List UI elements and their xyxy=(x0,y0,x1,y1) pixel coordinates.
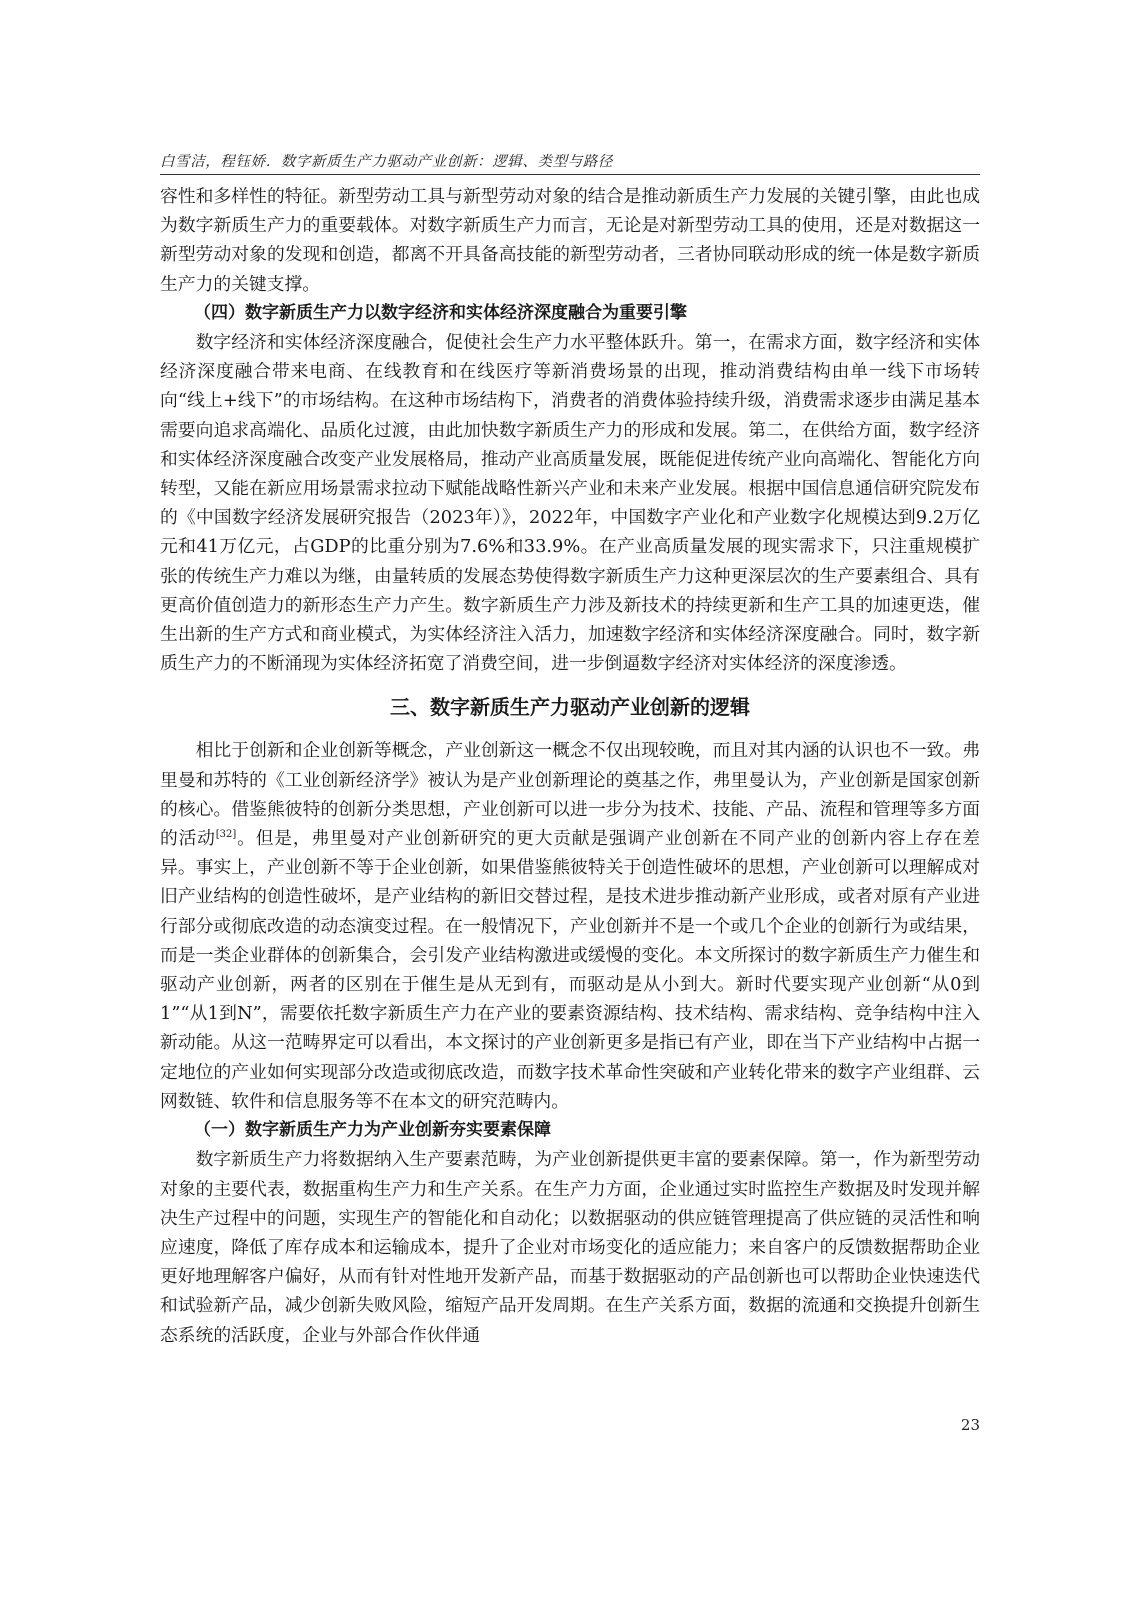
paragraph-continued: 容性和多样性的特征。新型劳动工具与新型劳动对象的结合是推动新质生产力发展的关键引擎，由此也成为数字新质生产力的重要载体。对数字新质生产力而言，无论是对新型劳动工具的使用，还是对数据这一新型劳动对象的发现和创造，都离不开具备高技能的新型劳动者，三者协同联动形成的统一体是数字新质生产力的关键支撑。 xyxy=(160,186,980,295)
section-heading-3: 三、数字新质生产力驱动产业创新的逻辑 xyxy=(390,695,750,720)
article-body xyxy=(160,182,980,1350)
header-divider xyxy=(160,174,980,175)
running-header: 白雪洁，程钰娇．数字新质生产力驱动产业创新：逻辑、类型与路径 xyxy=(160,154,613,170)
paragraph-integration: 数字经济和实体经济深度融合，促使社会生产力水平整体跃升。第一，在需求方面，数字经济和实体经济深度融合带来电商、在线教育和在线医疗等新消费场景的出现，推动消费结构由单一线下市场转向“线上+线下”的市场结构。在这种市场结构下，消费者的消费体验持续升级，消费需求逐步由满足基本需要向追求高端化、品质化过渡，由此加快数字新质生产力的形成和发展。第二，在供给方面，数字经济和实体经济深度融合改变产业发展格局，推动产业高质量发展，既能促进传统产业向高端化、智能化方向转型，又能在新应用场景需求拉动下赋能战略性新兴产业和未来产业发展。根据中国信息通信研究院发布的《中国数字经济发展研究报告（2023年）》，2022年，中国数字产业化和产业数字化规模达到9.2万亿元和41万亿元，占GDP的比重分别为7.6%和33.9%。在产业高质量发展的现实需求下，只注重规模扩张的传统生产力难以为继，由量转质的发展态势使得数字新质生产力这种更深层次的生产要素组合、具有更高价值创造力的新形态生产力产生。数字新质生产力涉及新技术的持续更新和生产工具的加速更迭，催生出新的生产方式和商业模式，为实体经济注入活力，加速数字经济和实体经济深度融合。同时，数字新质生产力的不断涌现为实体经济拓宽了消费空间，进一步倒逼数字经济对实体经济的深度渗透。 xyxy=(160,332,980,675)
subsection-heading-4: （四）数字新质生产力以数字经济和实体经济深度融合为重要引擎 xyxy=(194,302,687,323)
subsection-heading-1: （一）数字新质生产力为产业创新夯实要素保障 xyxy=(194,1120,551,1141)
paragraph-part-b: 。但是，弗里曼对产业创新研究的更大贡献是强调产业创新在不同产业的创新内容上存在差异。事实上，产业创新不等于企业创新，如果借鉴熊彼特关于创造性破坏的思想，产业创新可以理解成对旧产业结构的创造性破坏，是产业结构的新旧交替过程，是技术进步推动新产业形成，或者对原有产业进行部分或彻底改造的动态演变过程。在一般情况下，产业创新并不是一个或几个企业的创新行为或结果，而是一类企业群体的创新集合，会引发产业结构激进或缓慢的变化。本文所探讨的数字新质生产力催生和驱动产业创新，两者的区别在于催生是从无到有，而驱动是从小到大。新时代要实现产业创新“从0到1”“从1到N”，需要依托数字新质生产力在产业的要素资源结构、技术结构、需求结构、竞争结构中注入新动能。从这一范畴界定可以看出，本文探讨的产业创新更多是指已有产业，即在当下产业结构中占据一定地位的产业如何实现部分改造或彻底改造，而数字技术革命性突破和产业转化带来的数字产业组群、云网数链、软件和信息服务等不在本文的研究范畴内。 xyxy=(160,828,980,1112)
paragraph-industrial-innovation xyxy=(160,736,980,1116)
paragraph-factor-guarantee: 数字新质生产力将数据纳入生产要素范畴，为产业创新提供更丰富的要素保障。第一，作为新型劳动对象的主要代表，数据重构生产力和生产关系。在生产力方面，企业通过实时监控生产数据及时发现并解决生产过程中的问题，实现生产的智能化和自动化；以数据驱动的供应链管理提高了供应链的灵活性和响应速度，降低了库存成本和运输成本，提升了企业对市场变化的适应能力；来自客户的反馈数据帮助企业更好地理解客户偏好，从而有针对性地开发新产品，而基于数据驱动的产品创新也可以帮助企业快速迭代和试验新产品，减少创新失败风险，缩短产品开发周期。在生产关系方面，数据的流通和交换提升创新生态系统的活跃度，企业与外部合作伙伴通 xyxy=(160,1149,980,1346)
paragraph-part-a: 相比于创新和企业创新等概念，产业创新这一概念不仅出现较晚，而且对其内涵的认识也不一致。弗里曼和苏特的《工业创新经济学》被认为是产业创新理论的奠基之作，弗里曼认为，产业创新是国家创新的核心。借鉴熊彼特的创新分类思想，产业创新可以进一步分为技术、技能、产品、流程和管理等多方面的活动 xyxy=(160,740,980,850)
page-number: 23 xyxy=(960,1416,980,1434)
citation-32[interactable]: [32] xyxy=(215,829,237,841)
